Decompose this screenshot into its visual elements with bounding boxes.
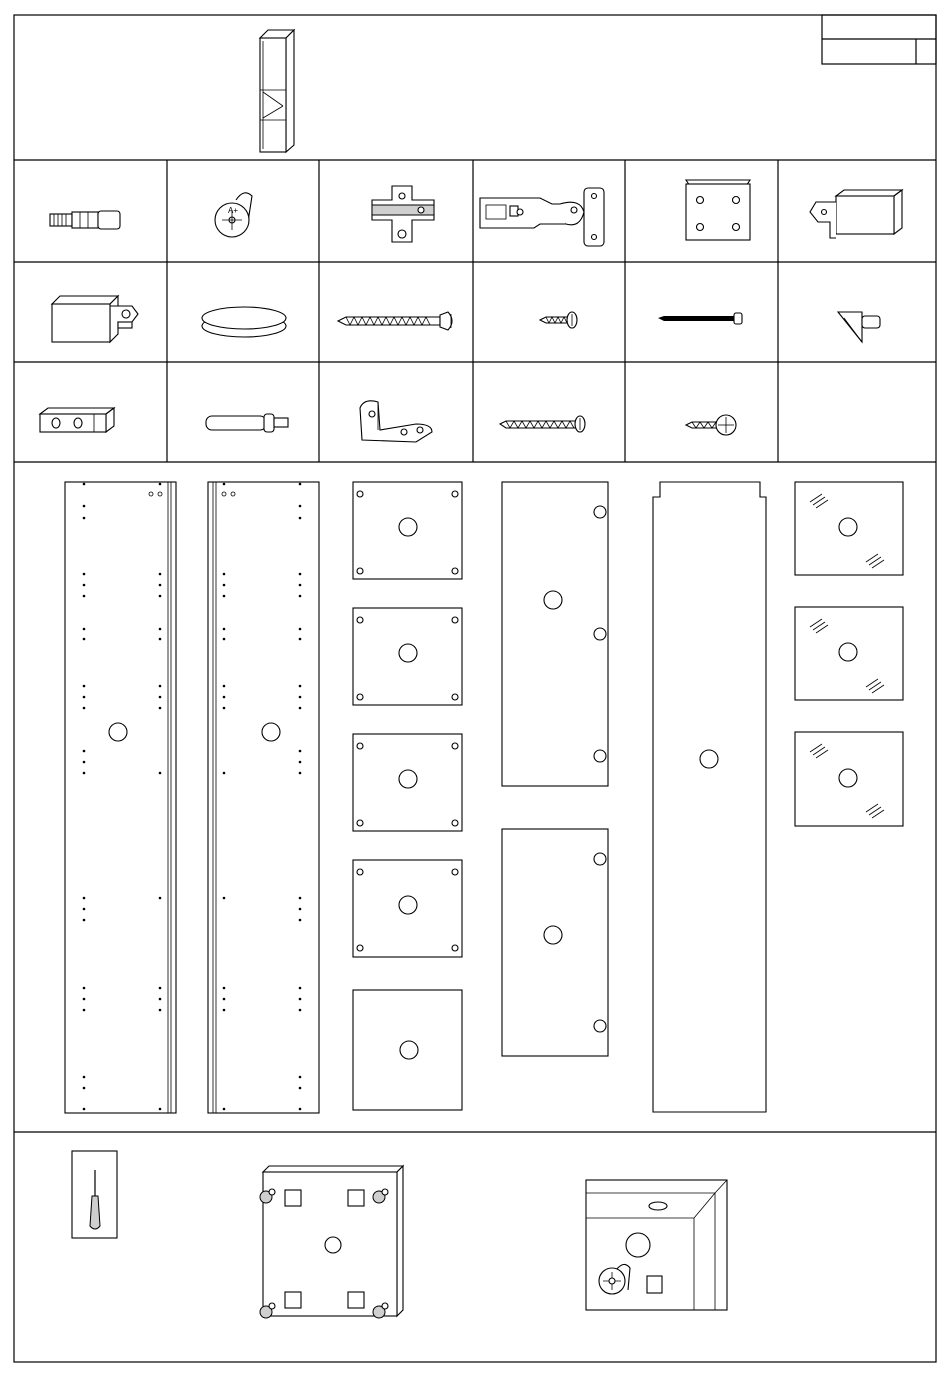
right-side-panel-icon: [208, 482, 319, 1113]
short-pan-head-screw-icon: [686, 415, 736, 435]
round-felt-pad-icon: [202, 307, 286, 337]
cam-lock-marking: A+: [227, 206, 239, 215]
shelf-panel-icon: [353, 482, 462, 579]
angle-bracket-icon: [360, 401, 432, 442]
glass-shelf-icon: [795, 732, 903, 826]
glass-shelf-icon: [795, 482, 903, 575]
nail-icon: [658, 313, 742, 324]
shelf-panel-icon: [353, 734, 462, 831]
pan-head-screw-icon: [500, 416, 585, 432]
wooden-dowel-icon: [206, 414, 288, 432]
glass-shelf-icon: [795, 607, 903, 700]
upper-door-panel-icon: [502, 482, 608, 786]
left-side-panel-icon: [65, 482, 176, 1113]
cabinet-hanger-icon: [52, 296, 138, 342]
title-block: [822, 15, 936, 64]
cam-dowel-bolt-icon: [50, 211, 120, 229]
shelf-support-pin-icon: [838, 312, 880, 342]
bottom-panel-icon: [353, 990, 462, 1110]
tall-cabinet-icon: [260, 30, 294, 152]
hanging-rail-bracket-icon: [40, 408, 114, 432]
shelf-panel-icon: [353, 860, 462, 957]
cam-lock-assembly-icon: [260, 1166, 403, 1318]
lower-door-panel-icon: [502, 829, 608, 1056]
cam-lock-detail-icon: [586, 1180, 727, 1310]
long-wood-screw-icon: [338, 312, 452, 330]
back-panel-icon: [653, 482, 766, 1112]
wall-hanger-bracket-icon: [810, 190, 902, 238]
short-wood-screw-icon: [540, 312, 577, 328]
concealed-hinge-icon: [480, 188, 604, 246]
screwdriver-icon: [72, 1151, 117, 1238]
shelf-panel-icon: [353, 608, 462, 705]
hinge-mounting-plate-icon: [372, 186, 434, 242]
connecting-plate-icon: [686, 180, 750, 240]
cam-lock-icon: [215, 193, 252, 237]
